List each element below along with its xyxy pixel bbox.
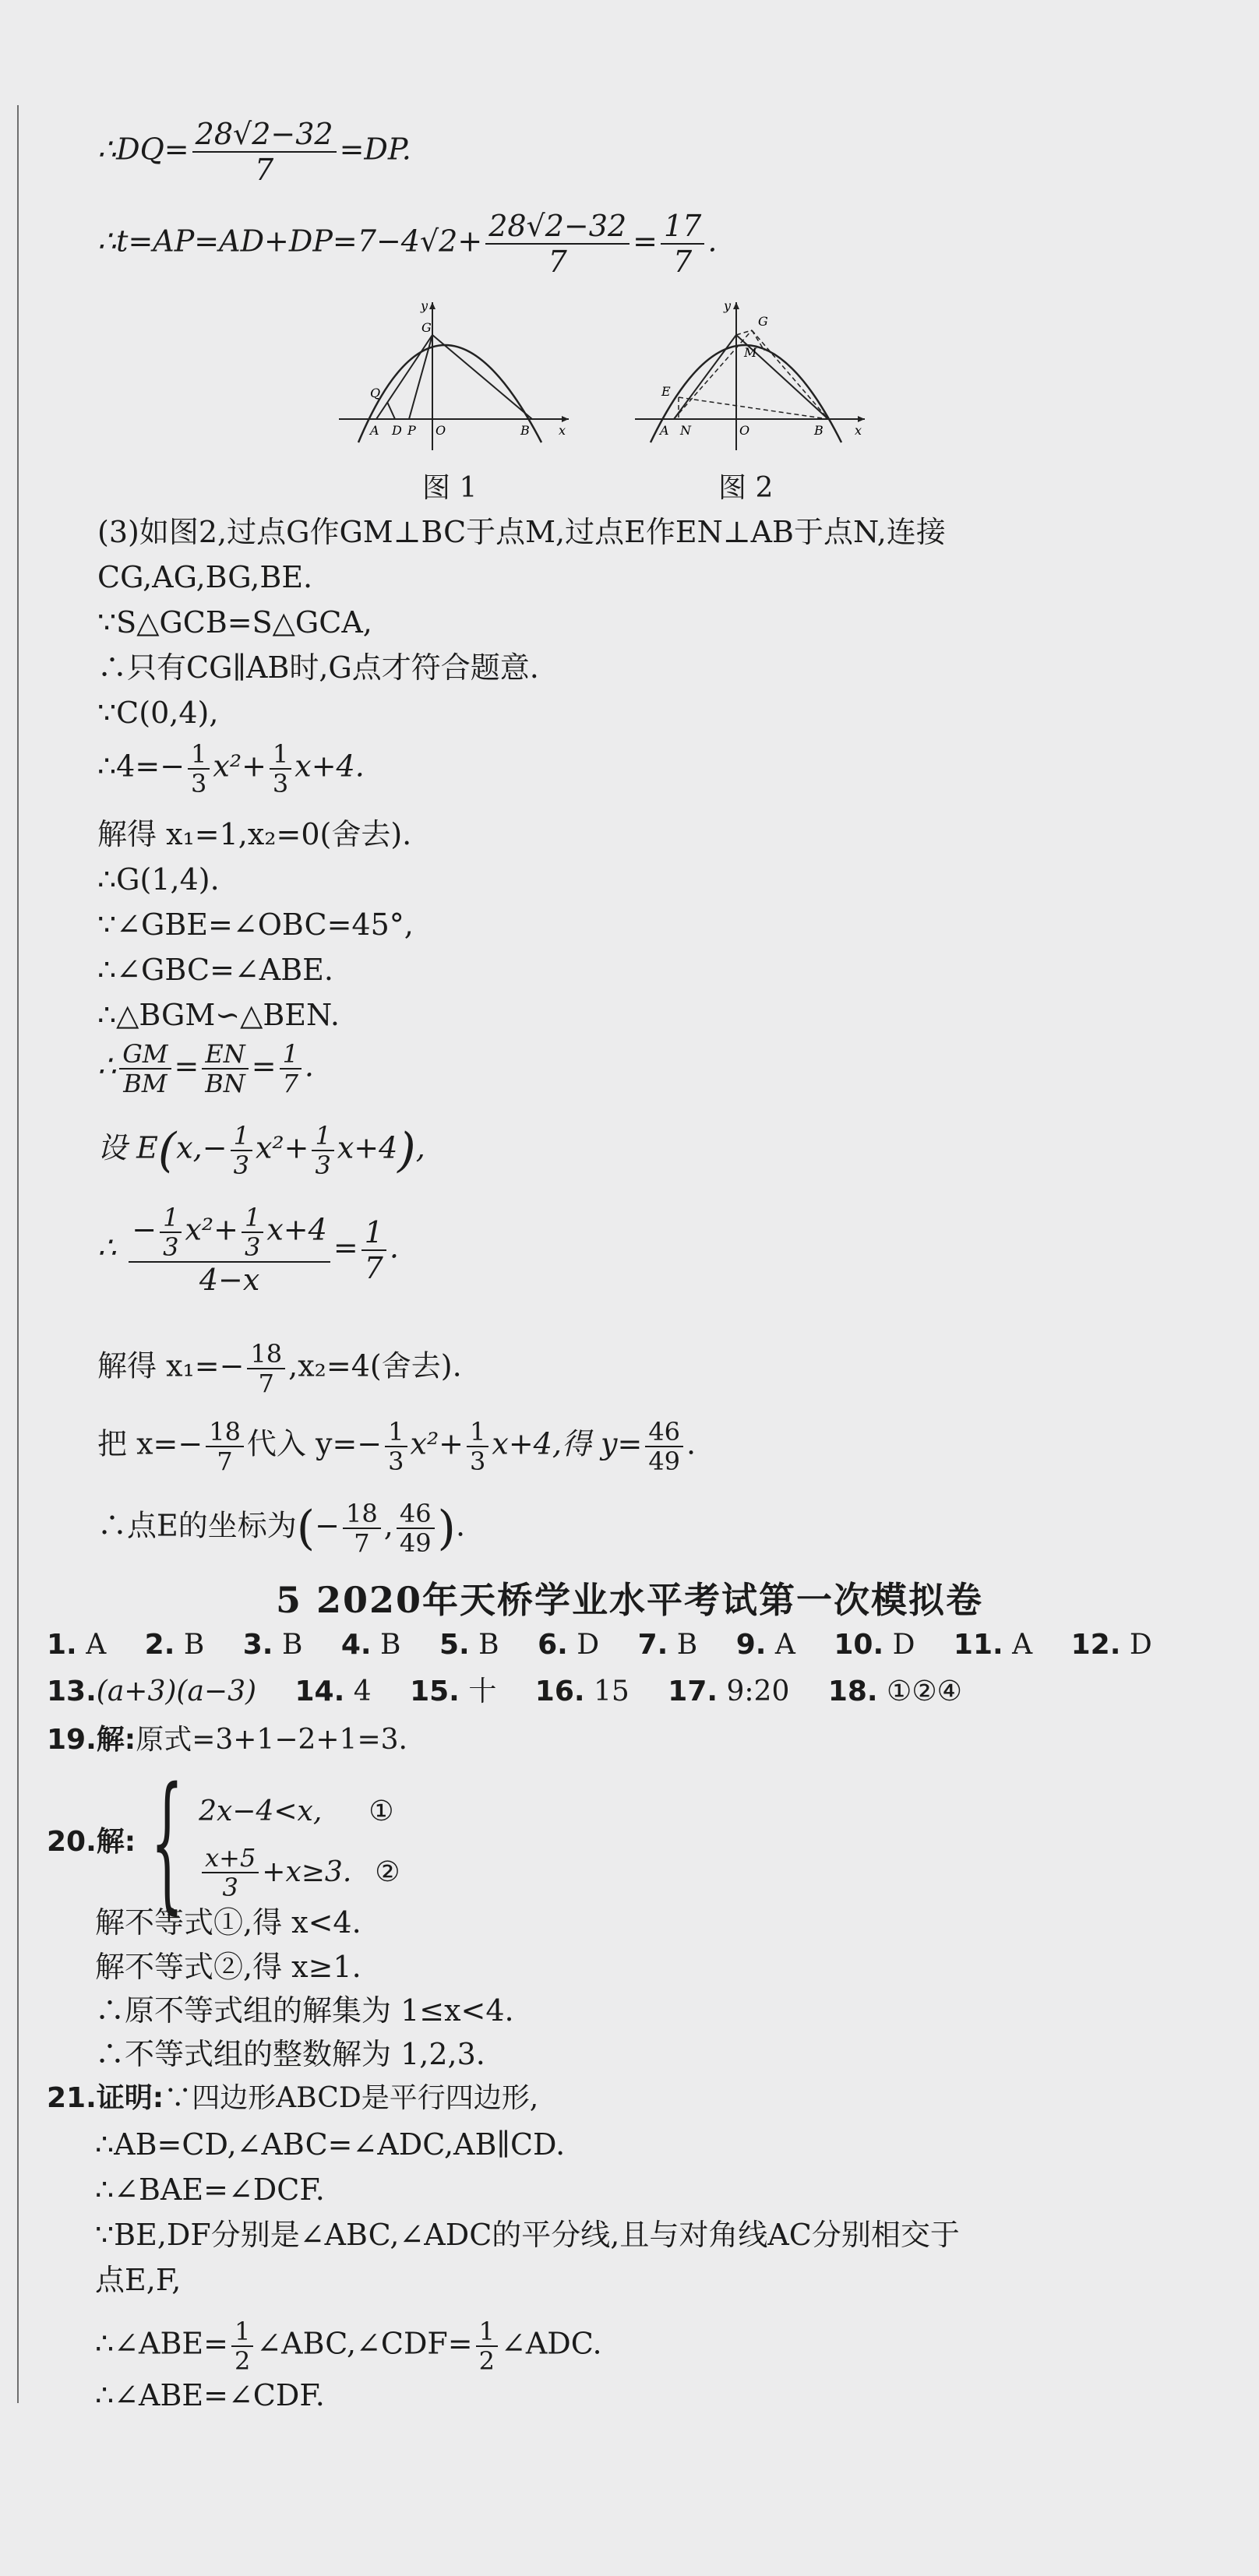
fig2-label-e: E: [661, 384, 671, 399]
answer-item: 2. B: [144, 1629, 205, 1661]
question-20: 20.解: { 2x−4<x, ① $\frac{x+5}{3}$ +x≥3. ②: [47, 1756, 400, 1928]
point-e-line: ∴点E的坐标为(− $\frac{18}{7}$ , $\frac{46}{49}$ ).: [97, 1499, 466, 1558]
angle-2-line: ∴∠GBC=∠ABE.: [97, 953, 333, 987]
equation-4-line: ∴4=− $\frac{1}{3}$ x²+ $\frac{1}{3}$ x+4.: [97, 739, 365, 798]
c-point-line: ∵C(0,4),: [97, 696, 219, 730]
t-line: ∴t=AP=AD+DP=7−4√2+ $\frac{28√2-32}{7}$ = $\frac{17}{7}$ .: [97, 209, 718, 279]
q21-line-5: 点E,F,: [95, 2263, 182, 2297]
answer-item: 16. 15: [534, 1676, 630, 1707]
substitute-line: 把 x=− $\frac{18}{7}$ 代入 y=− $\frac{1}{3}$ x²+ $\frac{1}{3}$ x+4,得 y= $\frac{46}{49}$ .: [97, 1417, 697, 1476]
part3-line-2: CG,AG,BG,BE.: [97, 560, 313, 594]
answer-item: 6. D: [538, 1629, 600, 1661]
fig2-label-o: O: [739, 423, 750, 438]
q20-step-4: ∴不等式组的整数解为 1,2,3.: [95, 2037, 485, 2071]
answers-row-1: [47, 1628, 1182, 1662]
fig2-label-b: B: [814, 423, 823, 438]
fig1-label-y: y: [421, 298, 428, 313]
set-e-line: 设 E(x,− $\frac{1}{3}$ x²+ $\frac{1}{3}$ x+4),: [97, 1121, 425, 1180]
answer-item: 17. 9:20: [668, 1676, 790, 1707]
answer-item: 5. B: [439, 1629, 499, 1661]
g-point-line: ∴G(1,4).: [97, 862, 220, 897]
fig1-label-a: A: [370, 423, 379, 438]
figure-2: [627, 294, 876, 458]
solution-1-line: 解得 x₁=1,x₂=0(舍去).: [97, 817, 412, 851]
answer-item: 7. B: [637, 1629, 698, 1661]
fig1-label-p: P: [407, 423, 416, 438]
q20-step-3: ∴原不等式组的解集为 1≤x<4.: [95, 1993, 514, 2028]
fig2-label-m: M: [744, 345, 757, 360]
answer-item: 15. 十: [410, 1676, 497, 1707]
q21-line-4: ∵BE,DF分别是∠ABC,∠ADC的平分线,且与对角线AC分别相交于: [95, 2218, 960, 2252]
answer-item: 12. D: [1070, 1629, 1152, 1661]
fig1-label-g: G: [421, 320, 432, 335]
answer-item: 9. A: [735, 1629, 795, 1661]
ratio-line: ∴ $\frac{GM}{BM}$ = $\frac{EN}{BN}$ = $\frac{1}{7}$ .: [97, 1039, 315, 1098]
answer-item: 18. ①②④: [827, 1676, 962, 1707]
figure-1: [331, 294, 580, 458]
fig2-label-a: A: [660, 423, 669, 438]
q20-step-2: 解不等式②,得 x≥1.: [95, 1950, 361, 1984]
big-fraction-line: ∴ − $\frac{1}{3}$ x²+ $\frac{1}{3}$ x+4 4−x = $\frac{1}{7}$ .: [97, 1203, 399, 1297]
answer-item: 4. B: [340, 1629, 401, 1661]
answer-item: 13.(a+3)(a−3): [47, 1676, 257, 1707]
similar-line: ∴△BGM∽△BEN.: [97, 998, 340, 1032]
answer-item: 11. A: [953, 1629, 1033, 1661]
fig2-label-y: y: [724, 298, 732, 313]
area-equal-line: ∵S△GCB=S△GCA,: [97, 605, 372, 640]
answer-item: 10. D: [834, 1629, 915, 1661]
q21-line-7: ∴∠ABE=∠CDF.: [95, 2378, 325, 2412]
fig1-label-x: x: [559, 423, 566, 438]
section-title: 5 2020年天桥学业水平考试第一次模拟卷: [275, 1579, 984, 1621]
fig2-label-n: N: [680, 423, 691, 438]
fig1-label-d: D: [392, 423, 402, 438]
question-21: 21.证明:∵四边形ABCD是平行四边形,: [47, 2082, 539, 2114]
dq-line: ∴DQ= $\frac{28√2-32}{7}$ =DP.: [97, 117, 411, 187]
fig1-label-q: Q: [370, 386, 381, 400]
question-19: 19.解:原式=3+1−2+1=3.: [47, 1724, 407, 1756]
fig1-parabola: [358, 345, 541, 442]
q21-line-2: ∴AB=CD,∠ABC=∠ADC,AB∥CD.: [95, 2127, 566, 2162]
margin-rule: [17, 105, 19, 2403]
solution-2-line: 解得 x₁=− $\frac{18}{7}$ ,x₂=4(舍去).: [97, 1339, 462, 1398]
fig2-label-x: x: [855, 423, 862, 438]
q21-line-6: ∴∠ABE= $\frac{1}{2}$ ∠ABC,∠CDF= $\frac{1}{2}$ ∠ADC.: [95, 2317, 602, 2376]
answer-item: 3. B: [242, 1629, 303, 1661]
fig2-caption: 图 2: [718, 472, 774, 504]
answers-row-2: [47, 1675, 992, 1709]
angle-1-line: ∵∠GBE=∠OBC=45°,: [97, 907, 414, 942]
fig1-caption: 图 1: [422, 472, 478, 504]
fig1-label-o: O: [436, 423, 446, 438]
part3-line-1: (3)如图2,过点G作GM⊥BC于点M,过点E作EN⊥AB于点N,连接: [97, 515, 946, 549]
fig2-label-g: G: [758, 314, 768, 329]
q21-line-3: ∴∠BAE=∠DCF.: [95, 2173, 325, 2207]
only-when-line: ∴只有CG∥AB时,G点才符合题意.: [97, 650, 539, 685]
fig1-label-b: B: [520, 423, 530, 438]
q20-step-1: 解不等式①,得 x<4.: [95, 1905, 361, 1940]
answer-item: 14. 4: [294, 1676, 372, 1707]
answer-item: 1. A: [47, 1629, 107, 1661]
